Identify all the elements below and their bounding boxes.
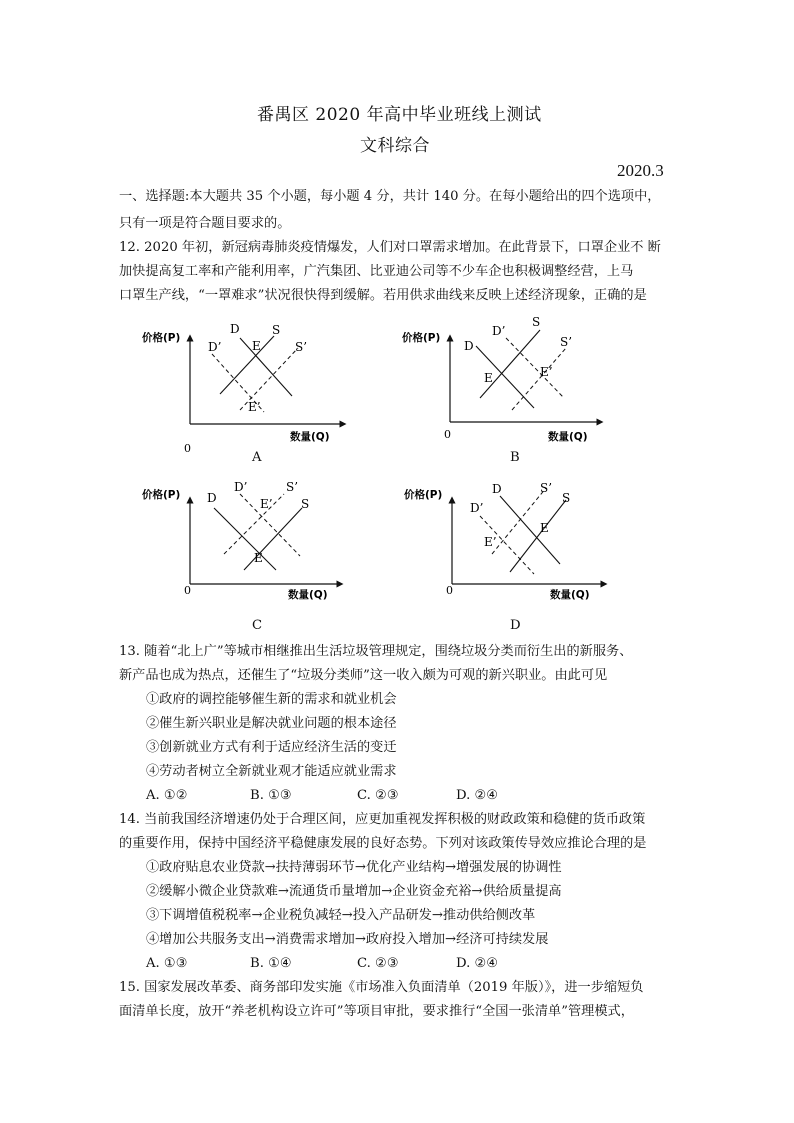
exam-title: 番禺区 2020 年高中毕业班线上测试 <box>257 105 542 125</box>
label-s: S <box>562 491 571 505</box>
x-axis-label: 数量(Q) <box>550 589 590 601</box>
label-s: S <box>532 315 541 329</box>
exam-date: 2020.3 <box>617 161 664 180</box>
label-d-prime: D’ <box>208 340 222 354</box>
label-s: S <box>272 323 281 337</box>
graph-d-label: D <box>510 618 521 633</box>
label-e: E <box>540 521 549 535</box>
y-axis-label: 价格(P) <box>142 489 181 501</box>
q14-item4: ④增加公共服务支出→消费需求增加→政府投入增加→经济可持续发展 <box>146 932 549 947</box>
graph-b-label: B <box>510 450 520 465</box>
q13-item3: ③创新就业方式有利于适应经济生活的变迁 <box>146 740 397 755</box>
x-axis-label: 数量(Q) <box>548 431 588 443</box>
q13-choice-a: A. ①② <box>146 788 188 803</box>
q13-item2: ②催生新兴职业是解决就业问题的根本途径 <box>146 716 397 731</box>
graph-a <box>140 316 350 466</box>
label-e: E <box>484 371 493 385</box>
label-s-prime: S’ <box>286 480 299 494</box>
graph-c <box>140 478 350 628</box>
origin-label: 0 <box>184 584 191 597</box>
y-axis-label: 价格(P) <box>142 332 181 344</box>
q13-choice-c: C. ②③ <box>357 788 399 803</box>
q12-line2: 加快提高复工率和产能利用率，广汽集团、比亚迪公司等不少车企也积极调整经营，上马 <box>119 264 634 279</box>
exam-subtitle: 文科综合 <box>360 136 430 156</box>
graph-c-label: C <box>252 618 263 633</box>
demand-curve <box>214 508 276 570</box>
y-axis-label: 价格(P) <box>402 332 441 344</box>
graph-b <box>400 312 610 462</box>
graph-d <box>400 478 610 628</box>
supply-curve-shifted <box>492 488 546 554</box>
label-e-prime: E’ <box>540 365 553 379</box>
demand-curve <box>500 496 560 564</box>
q15-line2: 面清单长度，放开“养老机构设立许可”等项目审批，要求推行“全国一张清单”管理模式， <box>119 1004 634 1019</box>
supply-curve <box>244 508 302 570</box>
y-axis-label: 价格(P) <box>404 489 443 501</box>
label-s: S <box>301 497 310 511</box>
q12-line1: 12. 2020 年初，新冠病毒肺炎疫情爆发，人们对口罩需求增加。在此背景下，口罩企业不 断 <box>119 240 661 255</box>
q13-line2: 新产品也成为热点，还催生了“垃圾分类师”这一收入颇为可观的新兴职业。由此可见 <box>119 668 608 683</box>
q13-choice-d: D. ②④ <box>456 788 499 803</box>
q13-item1: ①政府的调控能够催生新的需求和就业机会 <box>146 692 397 707</box>
label-e-prime: E’ <box>260 497 273 511</box>
label-e-prime: E’ <box>248 400 261 414</box>
label-e: E <box>254 551 263 565</box>
label-d: D <box>492 482 502 496</box>
label-d-prime: D’ <box>492 324 506 338</box>
origin-label: 0 <box>446 584 453 597</box>
label-d: D <box>464 339 474 353</box>
q12-line3: 口罩生产线，“一罩难求”状况很快得到缓解。若用供求曲线来反映上述经济现象，正确的是 <box>119 288 647 303</box>
q14-line2: 的重要作用，保持中国经济平稳健康发展的良好态势。下列对该政策传导效应推论合理的是 <box>119 836 647 851</box>
q14-item1: ①政府贴息农业贷款→扶持薄弱环节→优化产业结构→增强发展的协调性 <box>146 860 562 875</box>
origin-label: 0 <box>444 428 451 441</box>
x-axis-label: 数量(Q) <box>288 589 328 601</box>
q14-choice-c: C. ②③ <box>357 956 399 971</box>
label-s-prime: S’ <box>295 340 308 354</box>
section-intro-line2: 只有一项是符合题目要求的。 <box>119 216 291 231</box>
label-e-prime: E’ <box>484 535 497 549</box>
q13-line1: 13. 随着“北上广”等城市相继推出生活垃圾管理规定，围绕垃圾分类而衍生出的新服务、 <box>119 644 633 659</box>
demand-curve <box>240 338 292 396</box>
q13-choice-b: B. ①③ <box>250 788 292 803</box>
q14-item2: ②缓解小微企业贷款难→流通货币量增加→企业资金充裕→供给质量提高 <box>146 884 562 899</box>
q14-line1: 14. 当前我国经济增速仍处于合理区间，应更加重视发挥积极的财政政策和稳健的货币政策 <box>119 812 646 827</box>
q14-item3: ③下调增值税税率→企业税负减轻→投入产品研发→推动供给侧改革 <box>146 908 536 923</box>
label-d-prime: D’ <box>234 480 248 494</box>
label-s-prime: S’ <box>560 335 573 349</box>
demand-curve-shifted <box>506 338 564 398</box>
label-d-prime: D’ <box>470 501 484 515</box>
supply-curve-shifted <box>512 348 566 410</box>
label-d: D <box>207 491 217 505</box>
q13-item4: ④劳动者树立全新就业观才能适应就业需求 <box>146 764 397 779</box>
section-intro-line1: 一、选择题:本大题共 35 个小题，每小题 4 分，共计 140 分。在每小题给出的四个选项中， <box>119 189 661 204</box>
q15-line1: 15. 国家发展改革委、商务部印发实施《市场准入负面清单（2019 年版）》，进一步缩短负 <box>119 980 644 995</box>
supply-curve-shifted <box>224 494 284 554</box>
graph-a-label: A <box>252 450 262 465</box>
q14-choice-d: D. ②④ <box>456 956 499 971</box>
label-d: D <box>230 322 240 336</box>
origin-label: 0 <box>184 442 191 455</box>
q14-choice-b: B. ①④ <box>250 956 292 971</box>
q14-choice-a: A. ①③ <box>146 956 188 971</box>
label-e: E <box>252 339 261 353</box>
label-s-prime: S’ <box>540 481 553 495</box>
x-axis-label: 数量(Q) <box>290 431 330 443</box>
supply-curve <box>220 336 274 394</box>
